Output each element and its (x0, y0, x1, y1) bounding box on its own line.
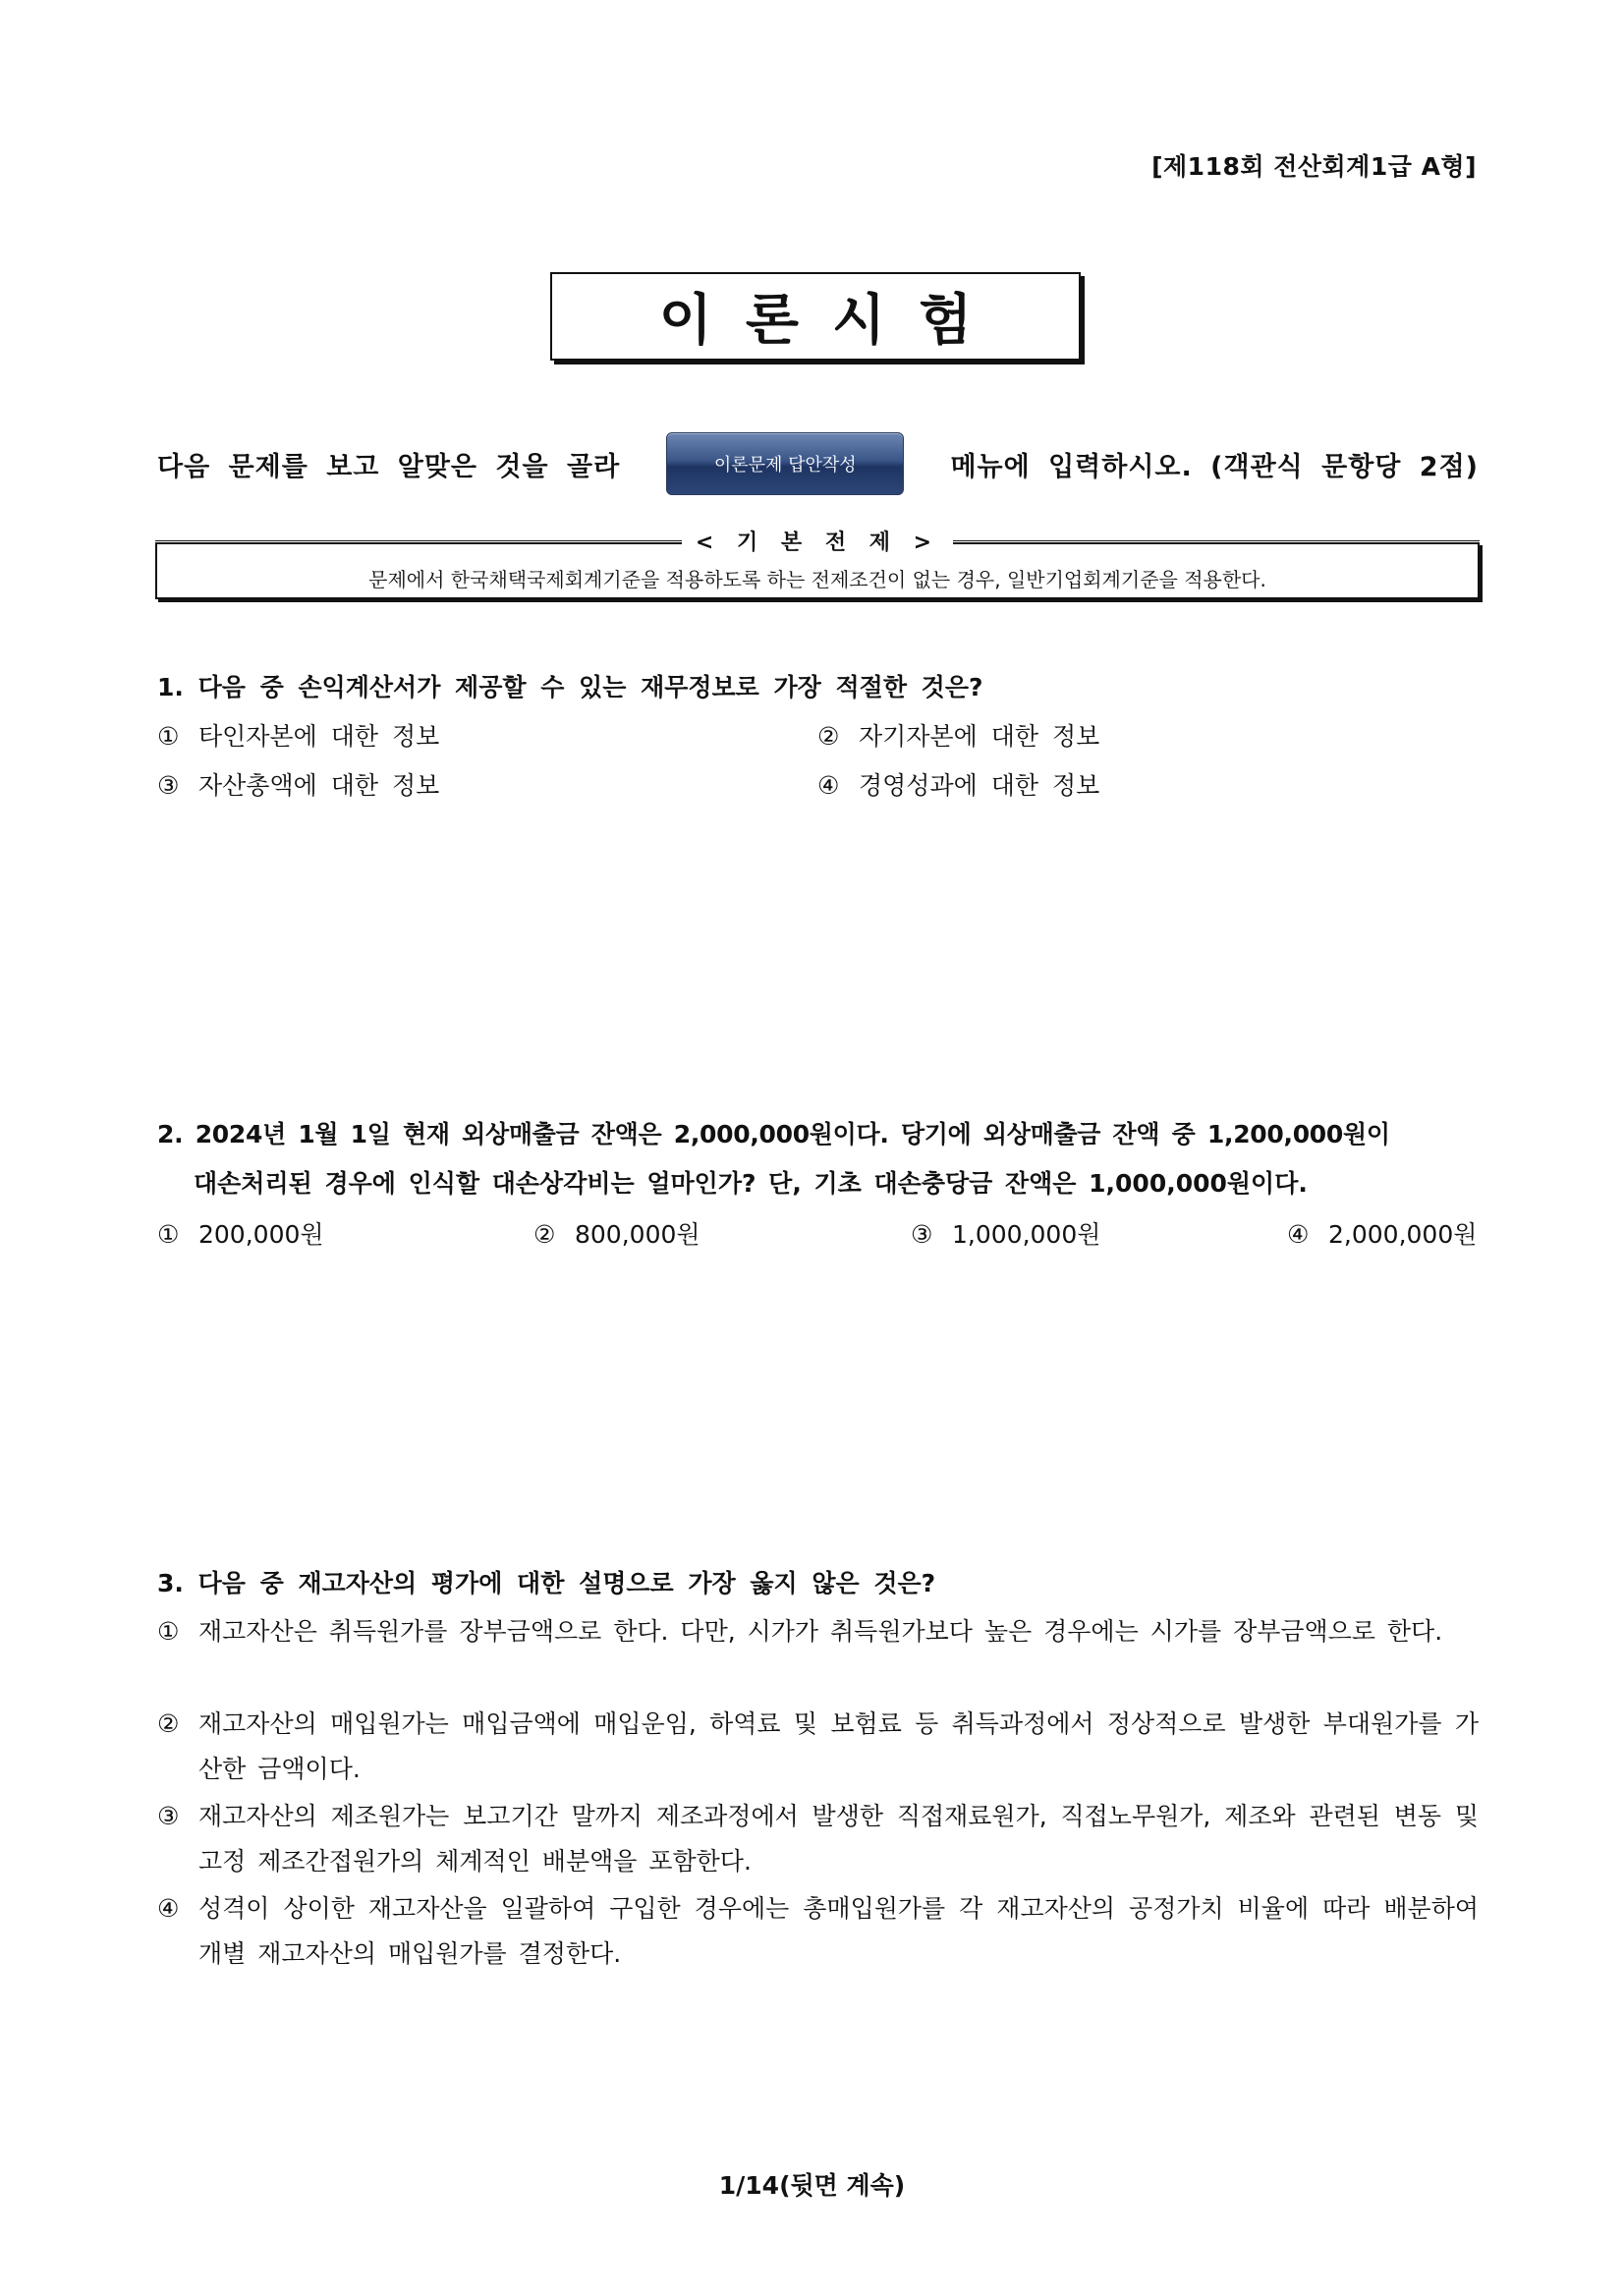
instruction (157, 432, 1479, 495)
premise-title (155, 526, 1480, 556)
question-1-option-2[interactable] (817, 717, 1099, 753)
theory-answer-menu-button[interactable]: 이론문제 답안작성 (666, 432, 904, 495)
question-2-option-4[interactable] (1287, 1215, 1477, 1251)
option-text: 재고자산의 매입원가는 매입금액에 매입운임, 하역료 및 보험료 등 취득과정에서 정상적으로 발생한 부대원가를 가산한 금액이다. (198, 1709, 1479, 1783)
option-number: ① (157, 1617, 180, 1646)
option-number: ③ (157, 771, 180, 800)
question-2-title-line1: 2. 2024년 1월 1일 현재 외상매출금 잔액은 2,000,000원이다. 당기에 외상매출금 잔액 중 1,200,000원이 (157, 1120, 1390, 1148)
question-3-title: 3. 다음 중 재고자산의 평가에 대한 설명으로 가장 옳지 않은 것은? (157, 1569, 936, 1597)
option-number: ③ (911, 1220, 933, 1249)
option-text: 자산총액에 대한 정보 (198, 771, 440, 800)
question-1-option-3[interactable] (157, 766, 439, 802)
option-number: ④ (157, 1894, 180, 1923)
instruction-before: 다음 문제를 보고 알맞은 것을 골라 (157, 451, 621, 482)
premise-rule-right (953, 540, 1480, 541)
premise-text: 문제에서 한국채택국제회계기준을 적용하도록 하는 전제조건이 없는 경우, 일반기업회계기준을 적용한다. (368, 567, 1266, 591)
option-number: ④ (1287, 1220, 1310, 1249)
question-2-option-1[interactable] (157, 1215, 324, 1251)
question-2-option-2[interactable] (533, 1215, 700, 1251)
question-3-option-1[interactable] (157, 1609, 1479, 1654)
option-text: 경영성과에 대한 정보 (859, 771, 1100, 800)
premise-rule-left (155, 540, 682, 541)
option-text: 재고자산은 취득원가를 장부금액으로 한다. 다만, 시가가 취득원가보다 높은 경우에는 시가를 장부금액으로 한다. (198, 1617, 1443, 1646)
option-text: 1,000,000원 (952, 1220, 1101, 1249)
option-number: ① (157, 722, 180, 751)
option-text: 재고자산의 제조원가는 보고기간 말까지 제조과정에서 발생한 직접재료원가, 직접노무원가, 제조와 관련된 변동 및 고정 제조간접원가의 체계적인 배분액을 포함한다. (198, 1802, 1479, 1876)
question-2-option-3[interactable] (911, 1215, 1100, 1251)
question-1-title: 1. 다음 중 손익계산서가 제공할 수 있는 재무정보로 가장 적절한 것은? (157, 673, 983, 701)
option-number: ④ (817, 771, 840, 800)
page-title: 이론시험 (550, 272, 1081, 361)
question-2-title-line2: 대손처리된 경우에 인식할 대손상각비는 얼마인가? 단, 기초 대손충당금 잔액은 1,000,000원이다. (194, 1169, 1308, 1198)
option-number: ② (817, 722, 840, 751)
instruction-after: 메뉴에 입력하시오. (객관식 문항당 2점) (950, 451, 1479, 482)
option-number: ③ (157, 1802, 180, 1830)
question-3-option-2[interactable] (157, 1702, 1479, 1792)
premise-label: < 기 본 전 제 > (682, 526, 953, 556)
option-text: 자기자본에 대한 정보 (859, 722, 1100, 751)
question-3-option-4[interactable] (157, 1886, 1479, 1977)
page-number: 1/14(뒷면 계속) (718, 2171, 906, 2200)
option-text: 타인자본에 대한 정보 (198, 722, 440, 751)
option-text: 2,000,000원 (1328, 1220, 1478, 1249)
question-1-option-4[interactable] (817, 766, 1099, 802)
question-3-option-3[interactable] (157, 1794, 1479, 1884)
option-number: ① (157, 1220, 180, 1249)
option-text: 성격이 상이한 재고자산을 일괄하여 구입한 경우에는 총매입원가를 각 재고자산의 공정가치 비율에 따라 배분하여 개별 재고자산의 매입원가를 결정한다. (198, 1894, 1479, 1968)
option-number: ② (533, 1220, 556, 1249)
option-number: ② (157, 1709, 180, 1738)
option-text: 200,000원 (198, 1220, 324, 1249)
exam-id: [제118회 전산회계1급 A형] (1151, 152, 1477, 181)
option-text: 800,000원 (575, 1220, 700, 1249)
question-1-option-1[interactable] (157, 717, 439, 753)
